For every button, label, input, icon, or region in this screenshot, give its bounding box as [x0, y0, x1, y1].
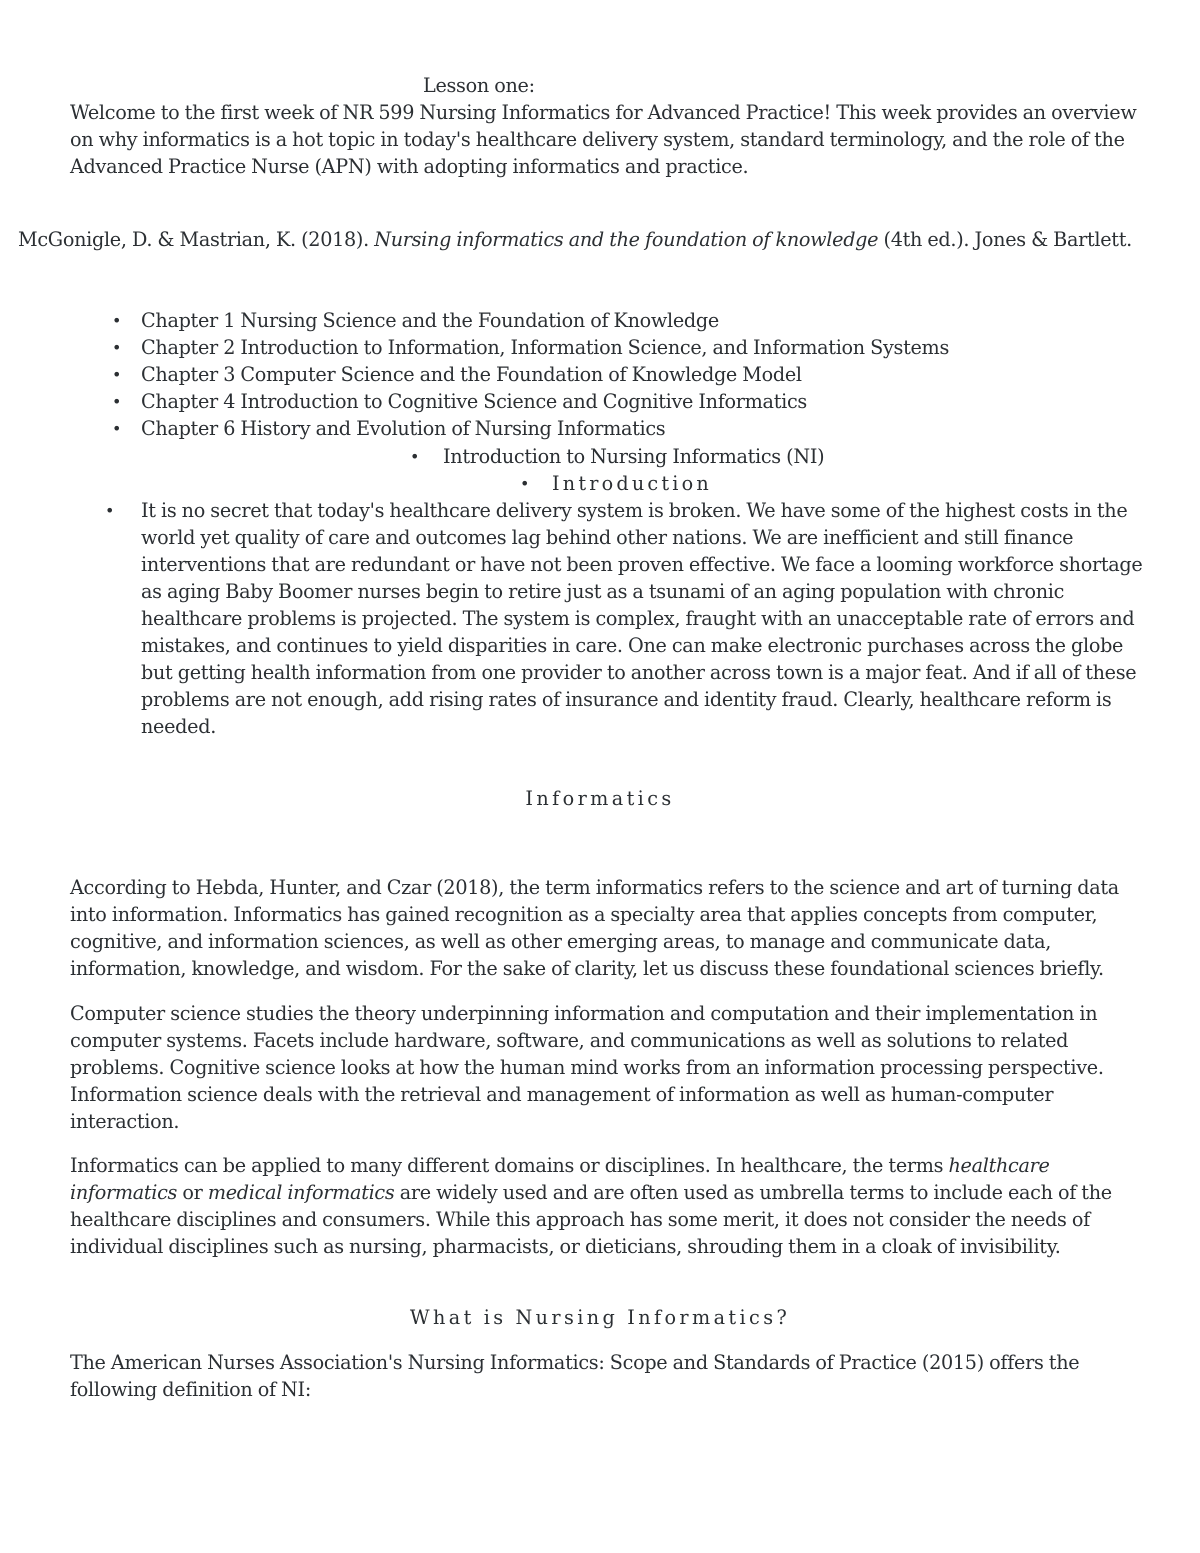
list-item [112, 388, 1112, 415]
bullet-icon: • [112, 419, 122, 438]
term-healthcare-informatics: healthcare informatics [70, 1154, 1050, 1204]
chapter-label: Chapter 4 Introduction to Cognitive Science and Cognitive Informatics [141, 390, 807, 413]
bullet-icon: • [105, 501, 115, 520]
chapter-label: Chapter 3 Computer Science and the Foundation of Knowledge Model [141, 363, 802, 386]
bullet-icon: • [112, 365, 122, 384]
welcome-paragraph: Welcome to the first week of NR 599 Nursing Informatics for Advanced Practice! This week provides an overview on why informatics is a hot topic in today's healthcare delivery system, standard terminology, and the role of the Advanced Practice Nurse (APN) with adopting informatics and practice. [70, 101, 1137, 178]
ni-intro-label: Introduction to Nursing Informatics (NI) [443, 445, 825, 468]
introduction-heading-bullet [520, 470, 952, 497]
bullet-icon: • [112, 311, 122, 330]
informatics-paragraph-1: According to Hebda, Hunter, and Czar (2018), the term informatics refers to the science and art of turning data into information. Informatics has gained recognition as a specialty area that applies concepts from computer, cognitive, and information sciences, as well as other emerging areas, to manage and communicate data, information, knowledge, and wisdom. For the sake of clarity, let us discuss these foundational sciences briefly. [70, 876, 1119, 980]
nursing-informatics-heading: What is Nursing Informatics? [409, 1306, 791, 1329]
list-item [112, 361, 1112, 388]
chapter-label: Chapter 1 Nursing Science and the Foundation of Knowledge [141, 309, 719, 332]
term-medical-informatics: medical informatics [207, 1181, 395, 1204]
informatics-paragraph-2: Computer science studies the theory underpinning information and computation and their implementation in computer systems. Facets include hardware, software, and communications as well as solutions to related problems. Cognitive science looks at how the human mind works from an information processing perspective. Information science deals with the retrieval and management of information as well as human-computer interaction. [70, 1002, 1104, 1133]
citation-book-title: Nursing informatics and the foundation of knowledge [374, 228, 879, 251]
introduction-bullet-paragraph [105, 497, 1145, 740]
para3-text-3: are widely used and are often used as umbrella terms to include each of the healthcare disciplines and consumers. While this approach has some merit, it does not consider the needs of individual disciplines such as nursing, pharmacists, or dieticians, shrouding them in a cloak of invisibility. [70, 1181, 1112, 1258]
introduction-text: It is no secret that today's healthcare delivery system is broken. We have some of the highest costs in the world yet quality of care and outcomes lag behind other nations. We are inefficient and still finance interventions that are redundant or have not been proven effective. We face a looming workforce shortage as aging Baby Boomer nurses begin to retire just as a tsunami of an aging population with chronic healthcare problems is projected. The system is complex, fraught with an unacceptable rate of errors and mistakes, and continues to yield disparities in care. One can make electronic purchases across the globe but getting health information from one provider to another across town is a major feat. And if all of these problems are not enough, add rising rates of insurance and identity fraud. Clearly, healthcare reform is needed. [141, 499, 1143, 738]
informatics-paragraph-3 [70, 1152, 1140, 1260]
list-item [112, 415, 1112, 442]
para3-text-1: Informatics can be applied to many different domains or disciplines. In healthcare, the terms [70, 1154, 949, 1177]
ni-definition-paragraph: The American Nurses Association's Nursing Informatics: Scope and Standards of Practice (2015) offers the following definition of NI: [70, 1351, 1080, 1401]
list-item [112, 334, 1112, 361]
lesson-title: Lesson one: [423, 74, 535, 97]
chapter-label: Chapter 6 History and Evolution of Nursing Informatics [141, 417, 666, 440]
ni-intro-bullet [410, 443, 1043, 470]
informatics-heading: Informatics [525, 787, 675, 810]
chapter-label: Chapter 2 Introduction to Information, Information Science, and Information Systems [141, 336, 949, 359]
chapter-reading-list [112, 307, 1112, 442]
citation-authors: McGonigle, D. & Mastrian, K. (2018). [18, 228, 375, 251]
introduction-heading: Introduction [552, 472, 712, 495]
citation-publisher: (4th ed.). Jones & Bartlett. [878, 228, 1132, 251]
list-item [112, 307, 1112, 334]
para3-text-2: or [177, 1181, 208, 1204]
bullet-icon: • [112, 338, 122, 357]
bullet-icon: • [112, 392, 122, 411]
textbook-citation [18, 226, 1138, 253]
bullet-icon: • [410, 447, 420, 466]
bullet-icon: • [520, 474, 530, 493]
